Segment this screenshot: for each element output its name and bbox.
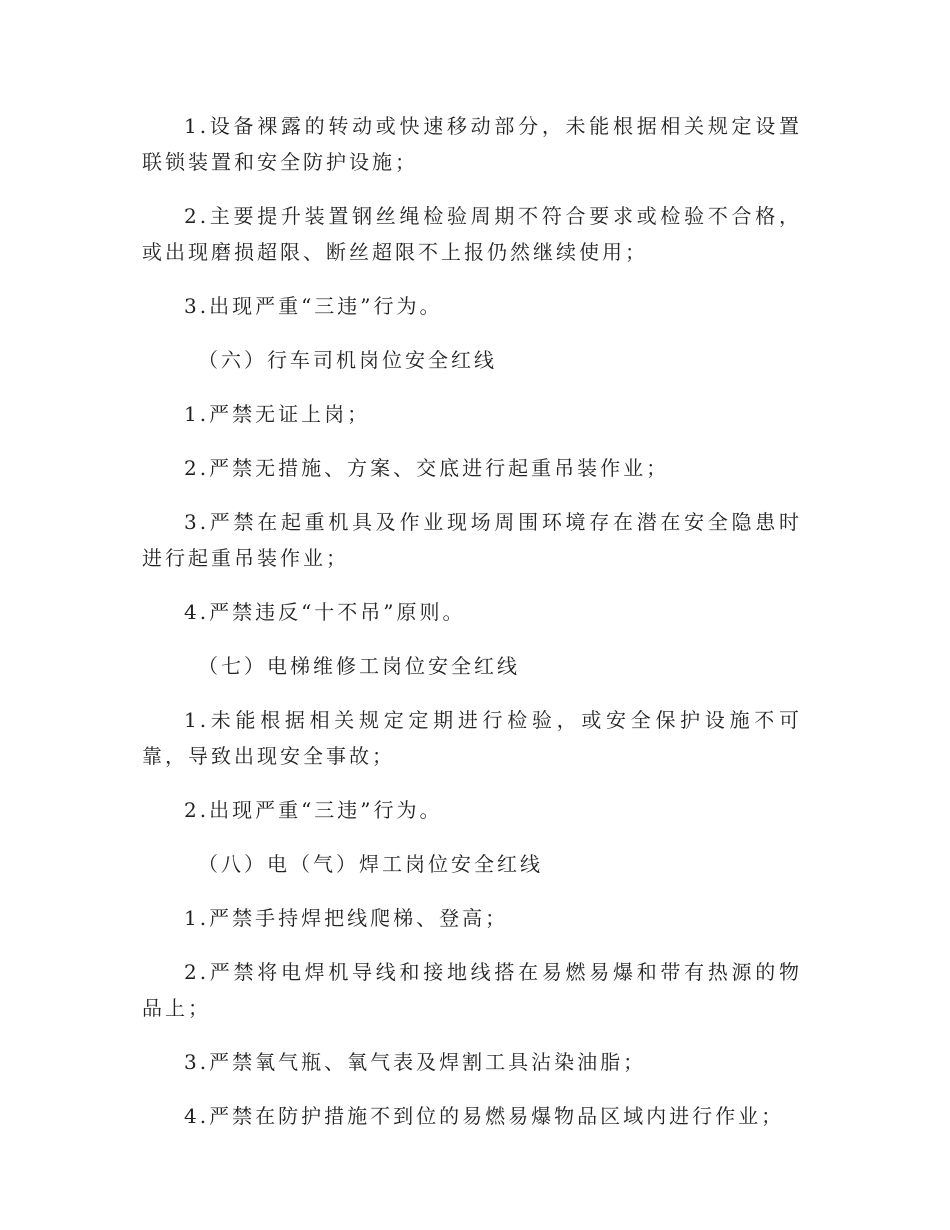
paragraph-item: 3.严禁氧气瓶、氧气表及焊割工具沾染油脂； [184, 1050, 647, 1074]
paragraph-item: 2.严禁将电焊机导线和接地线搭在易燃易爆和带有热源的物品上； [142, 960, 802, 1020]
section-heading: （六）行车司机岗位安全红线 [198, 348, 497, 372]
section-heading: （七）电梯维修工岗位安全红线 [198, 654, 520, 678]
section-heading: （八）电（气）焊工岗位安全红线 [198, 852, 543, 876]
paragraph-item: 1.设备裸露的转动或快速移动部分，未能根据相关规定设置联锁装置和安全防护设施； [142, 114, 802, 174]
paragraph-item: 1.严禁手持焊把线爬梯、登高； [184, 906, 509, 930]
paragraph-item: 3.出现严重“三违”行为。 [184, 294, 443, 318]
paragraph-item: 4.严禁违反“十不吊”原则。 [184, 600, 466, 624]
paragraph-item: 2.严禁无措施、方案、交底进行起重吊装作业； [184, 456, 670, 480]
document-body [142, 108, 802, 1152]
paragraph-item: 4.严禁在防护措施不到位的易燃易爆物品区域内进行作业； [184, 1104, 785, 1128]
paragraph-item: 1.严禁无证上岗； [184, 402, 371, 426]
paragraph-item: 3.严禁在起重机具及作业现场周围环境存在潜在安全隐患时进行起重吊装作业； [142, 510, 802, 570]
paragraph-item: 1.未能根据相关规定定期进行检验，或安全保护设施不可靠，导致出现安全事故； [142, 708, 802, 768]
paragraph-item: 2.出现严重“三违”行为。 [184, 798, 443, 822]
paragraph-item: 2.主要提升装置钢丝绳检验周期不符合要求或检验不合格，或出现磨损超限、断丝超限不上报仍然继续使用； [142, 204, 802, 264]
